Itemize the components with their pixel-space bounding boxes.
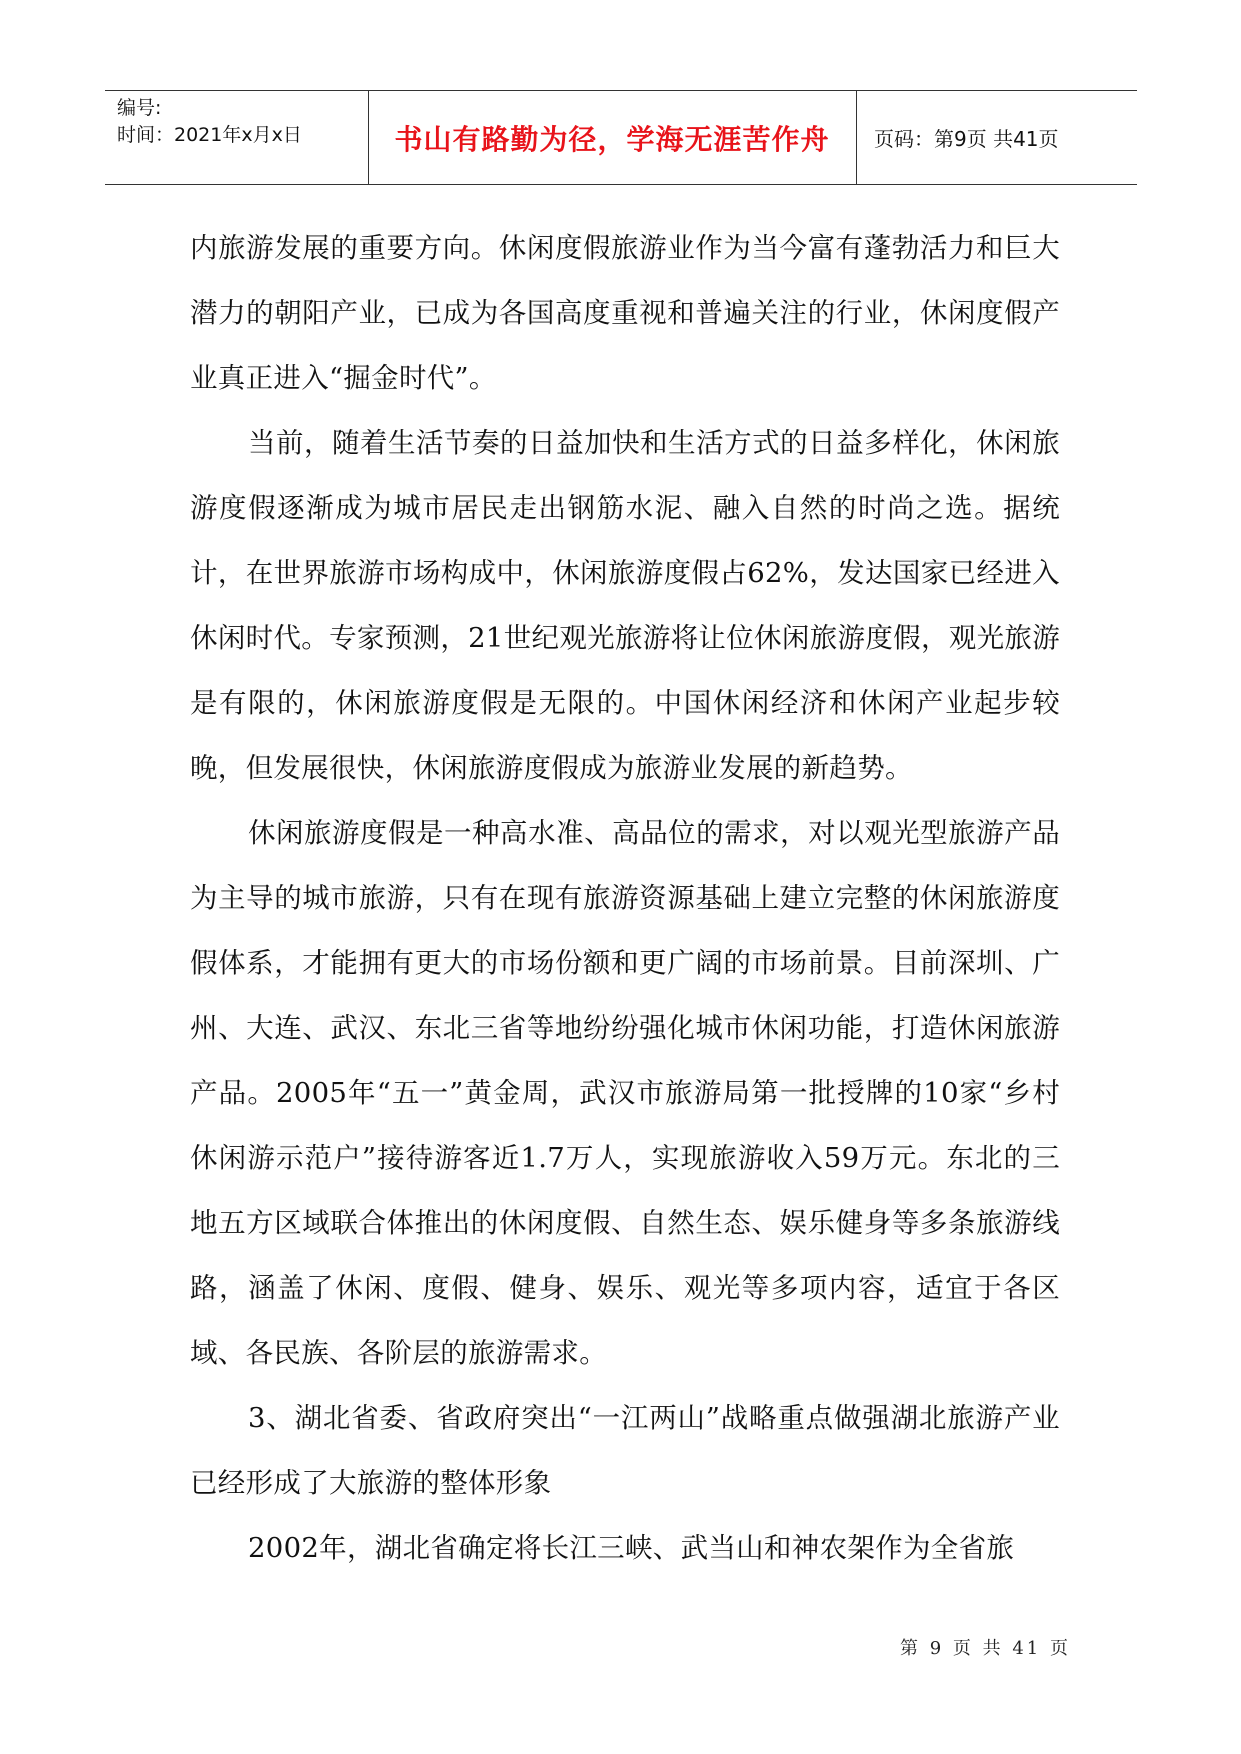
page-header: [105, 90, 1137, 185]
header-page-code: 页码：第9页 共41页: [874, 127, 1059, 151]
paragraph: 休闲旅游度假是一种高水准、高品位的需求，对以观光型旅游产品为主导的城市旅游，只有在现有旅游资源基础上建立完整的休闲旅游度假体系，才能拥有更大的市场份额和更广阔的市场前景。目前深圳、广州、大连、武汉、东北三省等地纷纷强化城市休闲功能，打造休闲旅游产品。2005年“五一”黄金周，武汉市旅游局第一批授牌的10家“乡村休闲游示范户”接待游客近1.7万人，实现旅游收入59万元。东北的三地五方区域联合体推出的休闲度假、自然生态、娱乐健身等多条旅游线路，涵盖了休闲、度假、健身、娱乐、观光等多项内容，适宜于各区域、各民族、各阶层的旅游需求。: [190, 817, 1060, 1369]
header-motto: 书山有路勤为径，学海无涯苦作舟: [394, 122, 830, 156]
paragraph: 内旅游发展的重要方向。休闲度假旅游业作为当今富有蓬勃活力和巨大潜力的朝阳产业，已成为各国高度重视和普遍关注的行业，休闲度假产业真正进入“掘金时代”。: [190, 232, 1060, 394]
document-body: [190, 216, 1060, 1581]
document-time-label: 时间：2021年x月x日: [117, 124, 302, 146]
paragraph: 2002年，湖北省确定将长江三峡、武当山和神农架作为全省旅: [248, 1532, 1015, 1564]
header-meta: [117, 95, 302, 149]
page-footer: 第 9 页 共 41 页: [900, 1638, 1071, 1659]
section-heading: 3、湖北省委、省政府突出“一江两山”战略重点做强湖北旅游产业已经形成了大旅游的整体形象: [190, 1402, 1060, 1499]
paragraph: 当前，随着生活节奏的日益加快和生活方式的日益多样化，休闲旅游度假逐渐成为城市居民走出钢筋水泥、融入自然的时尚之选。据统计，在世界旅游市场构成中，休闲旅游度假占62%，发达国家已经进入休闲时代。专家预测，21世纪观光旅游将让位休闲旅游度假，观光旅游是有限的，休闲旅游度假是无限的。中国休闲经济和休闲产业起步较晚，但发展很快，休闲旅游度假成为旅游业发展的新趋势。: [190, 427, 1060, 784]
document-number-label: 编号:: [117, 97, 162, 119]
